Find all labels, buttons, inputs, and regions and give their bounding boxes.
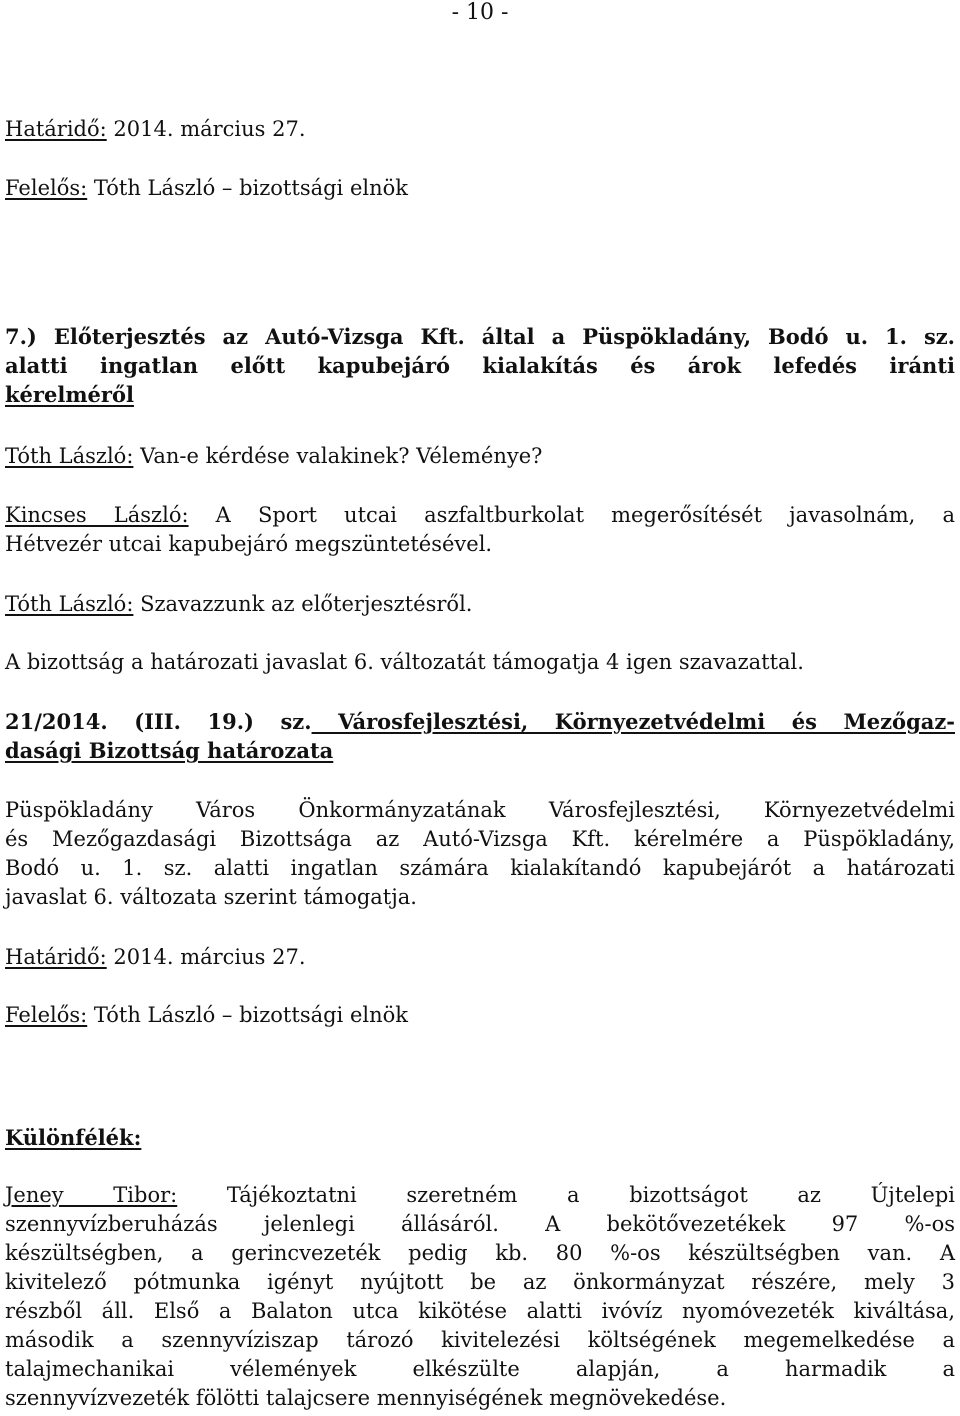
responsible-value: Tóth László – bizottsági elnök	[87, 176, 408, 200]
resolution-body	[5, 796, 955, 912]
dialog-1	[5, 442, 955, 471]
dialog-2-line-2: Hétvezér utcai kapubejáró megszüntetésével.	[5, 532, 493, 556]
misc-line-4: kivitelező pótmunka igényt nyújtott be az önkormányzat részére, mely 3	[5, 1270, 955, 1294]
misc-line-6: második a szennyvíziszap tározó kivitelezési költségének megemelkedése a	[5, 1328, 955, 1352]
misc-line-2: szennyvízberuházás jelenlegi állásáról. A bekötővezetékek 97 %-os	[5, 1212, 955, 1236]
resolution-number: 21/2014. (III. 19.) sz.	[5, 709, 312, 734]
deadline-label: Határidő:	[5, 117, 107, 141]
resolution-body-line-1: Püspökladány Város Önkormányzatának Városfejlesztési, Környezetvédelmi	[5, 798, 955, 822]
dialog-2	[5, 501, 955, 559]
misc-heading: Különfélék:	[5, 1125, 142, 1150]
misc-line-8: szennyvízvezeték fölötti talajcsere mennyiségének megnövekedése.	[5, 1386, 727, 1410]
speaker-kincses: Kincses László:	[5, 503, 189, 527]
speaker-toth: Tóth László:	[5, 444, 134, 468]
dialog-3-text: Szavazzunk az előterjesztésről.	[133, 592, 473, 616]
resolution-body-line-2: és Mezőgazdasági Bizottsága az Autó-Vizsga Kft. kérelmére a Püspökladány,	[5, 827, 955, 851]
speaker-jeney: Jeney Tibor:	[5, 1183, 178, 1207]
agenda-item-7-line-2: alatti ingatlan előtt kapubejáró kialakítás és árok lefedés iránti	[5, 353, 955, 378]
speaker-toth-2: Tóth László:	[5, 592, 134, 616]
resolution-heading	[5, 707, 955, 765]
page-number: - 10 -	[451, 0, 509, 25]
agenda-item-7-line-1: 7.) Előterjesztés az Autó-Vizsga Kft. által a Püspökladány, Bodó u. 1. sz.	[5, 324, 955, 349]
responsible-label: Felelős:	[5, 176, 88, 200]
responsible-1	[5, 174, 955, 203]
resolution-body-line-3: Bodó u. 1. sz. alatti ingatlan számára kialakítandó kapubejárót a határozati	[5, 856, 955, 880]
misc-line-1-text: Tájékoztatni szeretném a bizottságot az Újtelepi	[177, 1183, 955, 1207]
dialog-3	[5, 590, 955, 619]
dialog-2-line-1	[5, 501, 955, 530]
responsible-2	[5, 1001, 955, 1030]
deadline-1	[5, 115, 955, 144]
deadline-value: 2014. március 27.	[106, 117, 306, 141]
agenda-item-7-heading	[5, 322, 955, 409]
misc-line-7: talajmechanikai vélemények elkészülte alapján, a harmadik a	[5, 1357, 955, 1381]
responsible-label-2: Felelős:	[5, 1003, 88, 1027]
resolution-title-a: Városfejlesztési, Környezetvédelmi és Mezőgaz-	[311, 709, 955, 734]
agenda-item-7-line-3: kérelméről	[5, 382, 134, 407]
misc-body	[5, 1181, 955, 1413]
deadline-value-2: 2014. március 27.	[106, 945, 306, 969]
dialog-1-text: Van-e kérdése valakinek? Véleménye?	[133, 444, 543, 468]
resolution-heading-line-1	[5, 707, 955, 736]
deadline-2	[5, 943, 955, 972]
vote-result: A bizottság a határozati javaslat 6. változatát támogatja 4 igen szavazattal.	[5, 650, 804, 674]
misc-line-1	[5, 1181, 955, 1210]
responsible-value-2: Tóth László – bizottsági elnök	[87, 1003, 408, 1027]
misc-line-5: részből áll. Első a Balaton utca kikötése alatti ivóvíz nyomóvezeték kiváltása,	[5, 1299, 955, 1323]
misc-line-3: készültségben, a gerincvezeték pedig kb. 80 %-os készültségben van. A	[5, 1241, 955, 1265]
resolution-body-line-4: javaslat 6. változata szerint támogatja.	[5, 885, 417, 909]
dialog-2-text-a: A Sport utcai aszfaltburkolat megerősítését javasolnám, a	[188, 503, 955, 527]
resolution-heading-line-2: dasági Bizottság határozata	[5, 738, 334, 763]
deadline-label-2: Határidő:	[5, 945, 107, 969]
